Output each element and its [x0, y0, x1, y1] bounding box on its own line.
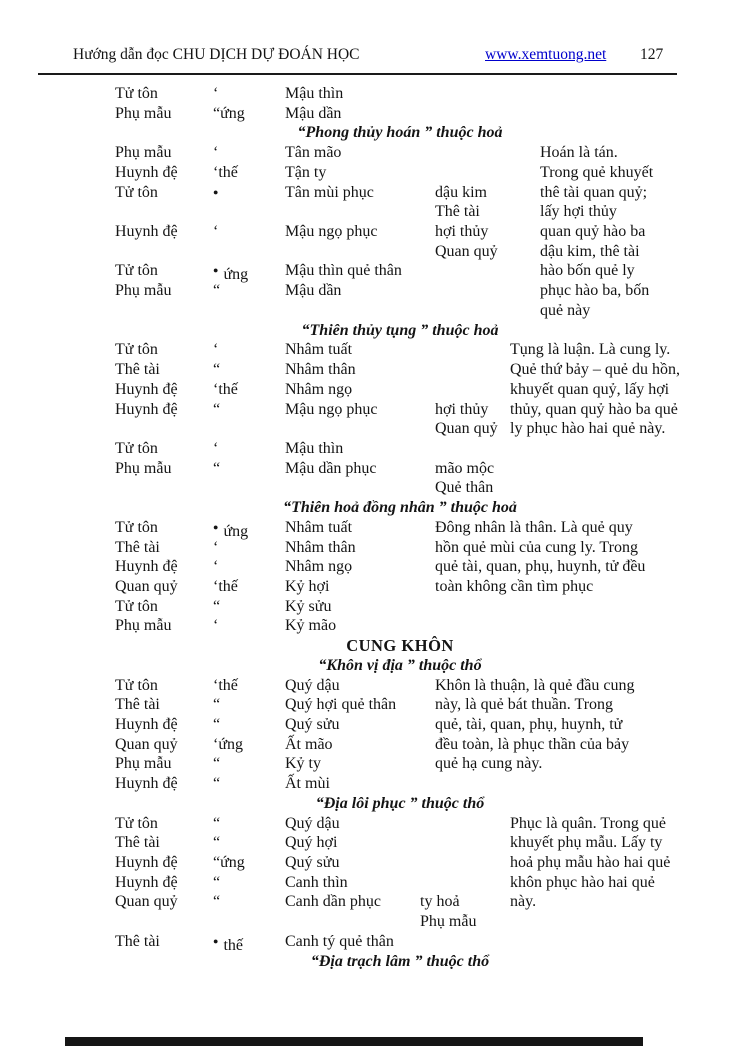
line-mark: “ [213, 755, 221, 773]
relation-label: Huynh đệ [115, 854, 178, 872]
relation-label: Phụ mẫu [115, 459, 172, 477]
commentary-note: quẻ này [540, 301, 591, 319]
relation-label: Huynh đệ [115, 163, 178, 181]
commentary-note: Khôn là thuận, là quẻ đầu cung [435, 676, 635, 694]
line-mark: ‘ [213, 558, 219, 576]
hidden-element: Quan quỷ [435, 242, 498, 260]
stem-branch-name: Nhâm tuất [285, 341, 353, 359]
table-row [0, 400, 744, 420]
table-row [0, 222, 744, 242]
commentary-note: hào bốn quẻ ly [540, 262, 635, 280]
stem-branch-name: Nhâm ngọ [285, 558, 353, 576]
table-row [0, 912, 744, 932]
commentary-note: Hoán là tán. [540, 144, 618, 162]
relation-label: Huynh đệ [115, 400, 178, 418]
relation-label: Tử tôn [115, 439, 158, 457]
stem-branch-name: Mậu ngọ phục [285, 400, 378, 418]
scan-artifact-bar [65, 1037, 643, 1046]
header-divider [38, 73, 677, 75]
table-row [0, 301, 744, 321]
stem-branch-name: Kỷ sửu [285, 597, 332, 615]
hidden-element: hợi thủy [435, 223, 489, 241]
table-row [0, 478, 744, 498]
stem-branch-name: Nhâm thân [285, 361, 356, 379]
stem-branch-name: Kỷ mão [285, 617, 337, 635]
stem-branch-name: Nhâm thân [285, 538, 356, 556]
stem-branch-name: Quý hợi quẻ thân [285, 696, 397, 714]
hexagram-heading: “Khôn vị địa ” thuộc thổ [318, 656, 482, 674]
line-mark: “ [213, 282, 221, 300]
hexagram-heading: “Thiên thủy tụng ” thuộc hoả [301, 321, 499, 339]
line-mark: “ [213, 716, 221, 733]
stem-branch-name: Ất mão [285, 735, 333, 753]
commentary-note: hoả phụ mẫu hào hai quẻ [510, 854, 671, 872]
commentary-note: quan quỷ hào ba [540, 223, 646, 241]
hexagram-heading: “Phong thủy hoán ” thuộc hoả [297, 124, 503, 142]
commentary-note: khuyết phụ mẫu. Lấy ty [510, 834, 663, 852]
stem-branch-name: Mậu dần [285, 104, 342, 122]
commentary-note: thê tài quan quỷ; [540, 183, 648, 201]
relation-label: Quan quỷ [115, 577, 178, 595]
table-row [0, 340, 744, 360]
line-mark: “ [213, 893, 221, 911]
table-row [0, 380, 744, 400]
cung-heading: CUNG KHÔN [346, 636, 454, 656]
table-row [0, 616, 744, 636]
relation-label: Phụ mẫu [115, 282, 172, 300]
commentary-note: phục hào ba, bốn [540, 282, 650, 300]
hidden-element: mão mộc [435, 459, 495, 477]
relation-label: Tử tôn [115, 183, 158, 201]
line-mark: ‘ứng [213, 735, 243, 753]
table-row [0, 814, 744, 834]
stem-branch-name: Mậu thìn [285, 439, 344, 457]
table-row [0, 518, 744, 538]
table-row [0, 360, 744, 380]
moving-line-dot-icon: ● [213, 265, 220, 276]
stem-branch-name: Tân mão [285, 144, 342, 162]
moving-line-dot-icon: ● [213, 521, 220, 532]
table-row [0, 557, 744, 577]
relation-label: Huynh đệ [115, 380, 178, 398]
stem-branch-name: Mậu thìn quẻ thân [285, 262, 402, 280]
line-mark: ● ứng [213, 521, 249, 540]
table-row [0, 577, 744, 597]
commentary-note: toàn không cần tìm phục [435, 577, 594, 595]
relation-label: Phụ mẫu [115, 755, 172, 773]
table-row [0, 538, 744, 558]
relation-label: Tử tôn [115, 676, 158, 694]
line-mark: ● thế [213, 935, 243, 954]
relation-label: Huynh đệ [115, 873, 178, 891]
stem-branch-name: Mậu thìn [285, 85, 344, 102]
website-link[interactable]: www.xemtuong.net [485, 46, 607, 63]
stem-branch-name: Ất mùi [285, 775, 330, 793]
table-row [0, 597, 744, 617]
hidden-element: hợi thủy [435, 400, 489, 418]
stem-branch-name: Tân mùi phục [285, 183, 374, 201]
hidden-element: dậu kim [435, 183, 487, 201]
table-row [0, 459, 744, 479]
page-number: 127 [640, 46, 664, 63]
line-mark: “ [213, 873, 221, 891]
stem-branch-name: Quý hợi [285, 834, 338, 852]
commentary-note: Trong quẻ khuyết [540, 163, 654, 181]
commentary-note: khuyết quan quỷ, lấy hợi [510, 380, 670, 398]
commentary-note: quẻ, tài, quan, phụ, huynh, tử [435, 716, 623, 733]
table-row [0, 735, 744, 755]
line-mark: ‘thế [213, 577, 238, 595]
table-row [0, 104, 744, 124]
stem-branch-name: Quý sửu [285, 716, 340, 733]
hidden-element: Phụ mẫu [420, 913, 477, 931]
hexagram-table [0, 84, 744, 971]
table-row [0, 873, 744, 893]
commentary-note: này, là quẻ bát thuần. Trong [435, 696, 614, 714]
commentary-note: này. [510, 893, 537, 911]
line-mark: “ [213, 459, 221, 477]
line-mark: “ứng [213, 854, 245, 872]
line-mark: ● ứng [213, 265, 249, 284]
relation-label: Tử tôn [115, 85, 158, 102]
hexagram-heading: “Địa lôi phục ” thuộc thổ [315, 794, 485, 812]
table-row [0, 695, 744, 715]
line-mark: ‘ [213, 617, 219, 635]
commentary-note: đều toàn, là phục thần của bảy [435, 735, 630, 753]
hidden-element: ty hoả [420, 893, 460, 911]
relation-label: Tử tôn [115, 262, 158, 280]
commentary-note: Quẻ thứ bảy – quẻ du hồn, [510, 361, 680, 379]
stem-branch-name: Canh dần phục [285, 893, 381, 911]
relation-label: Huynh đệ [115, 716, 178, 733]
line-mark: “ứng [213, 104, 245, 122]
hexagram-heading: “Thiên hoả đồng nhân ” thuộc hoả [283, 499, 517, 517]
table-row [0, 774, 744, 794]
commentary-note: ly phục hào hai quẻ này. [510, 420, 666, 438]
hidden-element: Thê tài [435, 203, 480, 221]
stem-branch-name: Tận ty [285, 163, 327, 181]
stem-branch-name: Nhâm ngọ [285, 380, 353, 398]
stem-branch-name: Mậu dần phục [285, 459, 377, 477]
stem-branch-name: Quý dậu [285, 814, 340, 832]
line-mark: ‘thế [213, 380, 238, 398]
stem-branch-name: Canh thìn [285, 873, 348, 891]
table-row [0, 439, 744, 459]
relation-label: Quan quỷ [115, 735, 178, 753]
line-mark: ‘thế [213, 163, 238, 181]
line-mark: “ [213, 834, 221, 852]
table-row [0, 892, 744, 912]
stem-branch-name: Kỷ ty [285, 755, 321, 773]
commentary-note: Phục là quân. Trong quẻ [510, 814, 666, 832]
table-row [0, 419, 744, 439]
relation-label: Thê tài [115, 361, 160, 379]
line-mark: “ [213, 775, 221, 793]
commentary-note: quẻ tài, quan, phụ, huynh, tử đều [435, 558, 646, 576]
relation-label: Huynh đệ [115, 558, 178, 576]
line-mark: “ [213, 400, 221, 418]
stem-branch-name: Nhâm tuất [285, 518, 353, 536]
table-row [0, 833, 744, 853]
commentary-note: lấy hợi thủy [540, 203, 617, 221]
moving-line-dot-icon: ● [213, 935, 220, 946]
line-mark: ‘thế [213, 676, 238, 694]
table-row [0, 242, 744, 262]
commentary-note: dậu kim, thê tài [540, 242, 640, 260]
line-mark: “ [213, 361, 221, 379]
stem-branch-name: Mậu ngọ phục [285, 223, 378, 241]
relation-label: Quan quỷ [115, 893, 178, 911]
commentary-note: hồn quẻ mùi của cung ly. Trong [435, 538, 638, 556]
relation-label: Tử tôn [115, 341, 158, 359]
table-row [0, 676, 744, 696]
relation-label: Huynh đệ [115, 775, 178, 793]
hidden-element: Quan quỷ [435, 420, 498, 438]
line-mark: “ [213, 814, 221, 832]
line-mark: ‘ [213, 538, 219, 556]
line-mark: ‘ [213, 85, 219, 102]
stem-branch-name: Quý sửu [285, 854, 340, 872]
relation-label: Tử tôn [115, 814, 158, 832]
table-row [0, 143, 744, 163]
relation-label: Tử tôn [115, 518, 158, 536]
page-title: Hướng dẫn đọc CHU DỊCH DỰ ĐOÁN HỌC [73, 46, 360, 63]
commentary-note: Tụng là luận. Là cung ly. [510, 341, 671, 359]
table-row [0, 715, 744, 735]
line-mark: ‘ [213, 341, 219, 359]
table-row [0, 932, 744, 952]
relation-label: Tử tôn [115, 597, 158, 615]
hidden-element: Quẻ thân [435, 479, 494, 497]
relation-label: Phụ mẫu [115, 104, 172, 122]
table-row [0, 281, 744, 301]
table-row [0, 853, 744, 873]
relation-label: Phụ mẫu [115, 617, 172, 635]
line-mark: ‘ [213, 439, 219, 457]
stem-branch-name: Quý dậu [285, 676, 340, 694]
line-mark: “ [213, 696, 221, 714]
moving-line-dot-icon: ● [213, 186, 220, 197]
relation-label: Thê tài [115, 538, 160, 556]
hexagram-heading: “Địa trạch lâm ” thuộc thổ [310, 952, 490, 970]
relation-label: Phụ mẫu [115, 144, 172, 162]
table-row [0, 261, 744, 284]
stem-branch-name: Canh tý quẻ thân [285, 932, 394, 950]
relation-label: Huynh đệ [115, 223, 178, 241]
line-mark: “ [213, 597, 221, 615]
relation-label: Thê tài [115, 696, 160, 714]
table-row [0, 754, 744, 774]
relation-label: Thê tài [115, 834, 160, 852]
table-row [0, 202, 744, 222]
relation-label: Thê tài [115, 932, 160, 950]
table-row [0, 84, 744, 104]
line-mark: ‘ [213, 144, 219, 162]
commentary-note: thủy, quan quỷ hào ba quẻ [510, 400, 678, 418]
table-row [0, 163, 744, 183]
stem-branch-name: Mậu dần [285, 282, 342, 300]
line-mark: ‘ [213, 223, 219, 241]
commentary-note: quẻ hạ cung này. [435, 755, 543, 773]
commentary-note: Đông nhân là thân. Là quẻ quy [435, 518, 633, 536]
commentary-note: khôn phục hào hai quẻ [510, 873, 655, 891]
stem-branch-name: Kỷ hợi [285, 577, 330, 595]
table-row [0, 183, 744, 203]
